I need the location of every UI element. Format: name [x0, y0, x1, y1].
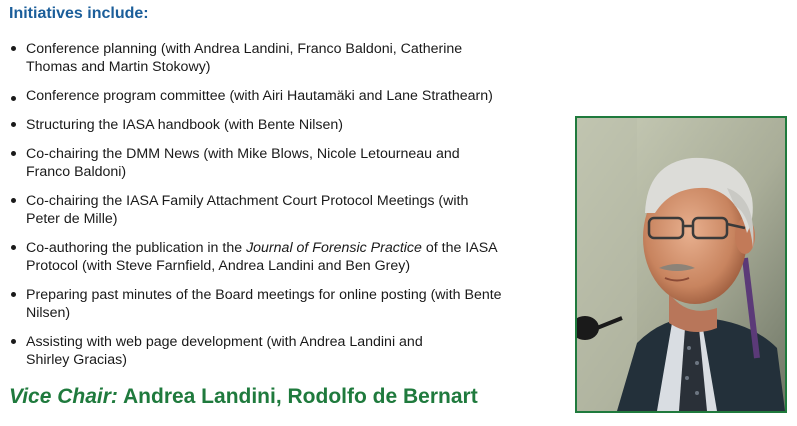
item-line: Peter de Mille): [26, 211, 118, 227]
item-line: Thomas and Martin Stokowy): [26, 59, 211, 75]
item-line: Shirley Gracias): [26, 352, 127, 368]
portrait-illustration: [577, 118, 785, 411]
item-line-post: of the IASA: [421, 240, 498, 256]
list-item: [10, 40, 570, 76]
bullet-icon: [11, 46, 16, 51]
section-heading: Initiatives include:: [9, 5, 149, 22]
item-line: Nilsen): [26, 305, 71, 321]
item-line: Conference program committee (with Airi Hautamäki and Lane Strathearn): [26, 88, 493, 104]
vice-chair-names: Andrea Landini, Rodolfo de Bernart: [123, 385, 478, 408]
bullet-icon: [11, 96, 16, 101]
item-line: Co-chairing the DMM News (with Mike Blows, Nicole Letourneau and: [26, 146, 460, 162]
list-item: [10, 116, 570, 134]
item-line: Protocol (with Steve Farnfield, Andrea Landini and Ben Grey): [26, 258, 411, 274]
item-line-pre: Co-authoring the publication in the: [26, 240, 247, 256]
bullet-icon: [11, 245, 16, 250]
bullet-icon: [11, 151, 16, 156]
journal-title: Journal of Forensic Practice: [246, 240, 422, 256]
list-item: [10, 87, 570, 105]
item-line: Co-chairing the IASA Family Attachment Court Protocol Meetings (with: [26, 193, 469, 209]
bullet-icon: [11, 122, 16, 127]
bullet-icon: [11, 198, 16, 203]
list-item: [10, 286, 570, 322]
item-line: Conference planning (with Andrea Landini, Franco Baldoni, Catherine: [26, 41, 463, 57]
list-item: [10, 239, 570, 275]
list-item: [10, 192, 570, 228]
portrait-photo: [575, 116, 787, 413]
vice-chair-role: Vice Chair:: [9, 385, 118, 408]
bullet-icon: [11, 292, 16, 297]
item-line: Structuring the IASA handbook (with Bente Nilsen): [26, 117, 344, 133]
item-line: Preparing past minutes of the Board meetings for online posting (with Bente: [26, 287, 502, 303]
initiatives-list: [10, 40, 570, 380]
vice-chair-line: [9, 385, 478, 409]
list-item: [10, 333, 570, 369]
list-item: [10, 145, 570, 181]
item-line: Assisting with web page development (with Andrea Landini and: [26, 334, 423, 350]
item-line: Franco Baldoni): [26, 164, 127, 180]
bullet-icon: [11, 339, 16, 344]
